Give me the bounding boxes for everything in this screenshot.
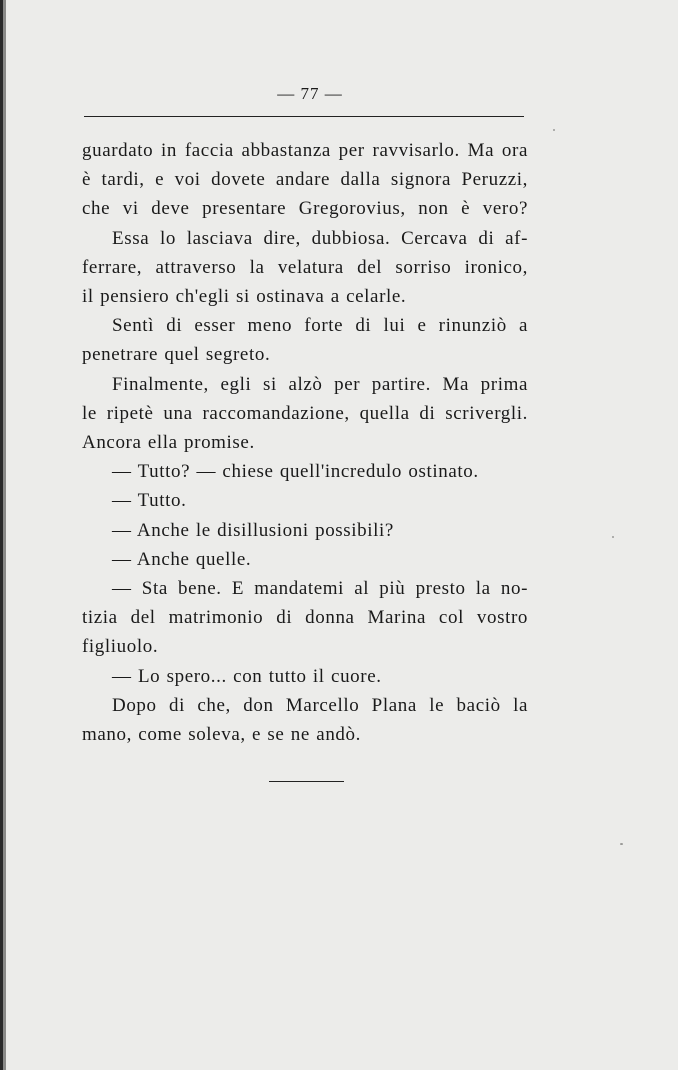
- paper-speck: [612, 536, 614, 538]
- text-line: mano, come soleva, e se ne andò.: [82, 724, 361, 746]
- text-line: che vi deve presentare Gregorovius, non è vero?: [82, 198, 528, 220]
- text-line: il pensiero ch'egli si ostinava a celarle.: [82, 286, 407, 308]
- text-line: guardato in faccia abbastanza per ravvisarlo. Ma ora: [82, 140, 528, 161]
- text-line: Essa lo lasciava dire, dubbiosa. Cercava di af-: [112, 227, 528, 249]
- text-line: le ripetè una raccomandazione, quella di scrivergli.: [82, 402, 528, 424]
- text-line: Ancora ella promise.: [82, 432, 255, 454]
- text-line: — Anche quelle.: [112, 548, 252, 570]
- text-line: — Anche le disillusioni possibili?: [112, 519, 394, 541]
- text-line: — Tutto? — chiese quell'incredulo ostinato.: [112, 461, 479, 483]
- text-line: Finalmente, egli si alzò per partire. Ma prima: [112, 373, 528, 395]
- text-line: è tardi, e voi dovete andare dalla signora Peruzzi,: [82, 169, 528, 191]
- body-text: [82, 136, 528, 749]
- page-binding-edge: [0, 0, 6, 1070]
- paper-speck: [553, 129, 555, 131]
- text-line: ferrare, attraverso la velatura del sorriso ironico,: [82, 256, 528, 278]
- text-line: figliuolo.: [82, 636, 159, 658]
- text-line: — Lo spero... con tutto il cuore.: [112, 665, 382, 687]
- header-rule: [84, 116, 524, 117]
- text-line: — Sta bene. E mandatemi al più presto la no-: [112, 578, 528, 600]
- text-line: penetrare quel segreto.: [82, 344, 271, 366]
- text-line: Dopo di che, don Marcello Plana le baciò la: [112, 694, 528, 716]
- text-line: — Tutto.: [112, 490, 187, 512]
- paper-speck: [620, 843, 623, 845]
- text-line: Sentì di esser meno forte di lui e rinunziò a: [112, 315, 528, 337]
- text-line: tizia del matrimonio di donna Marina col vostro: [82, 607, 528, 629]
- page-number: — 77 —: [277, 84, 343, 103]
- chapter-end-rule: [269, 781, 344, 782]
